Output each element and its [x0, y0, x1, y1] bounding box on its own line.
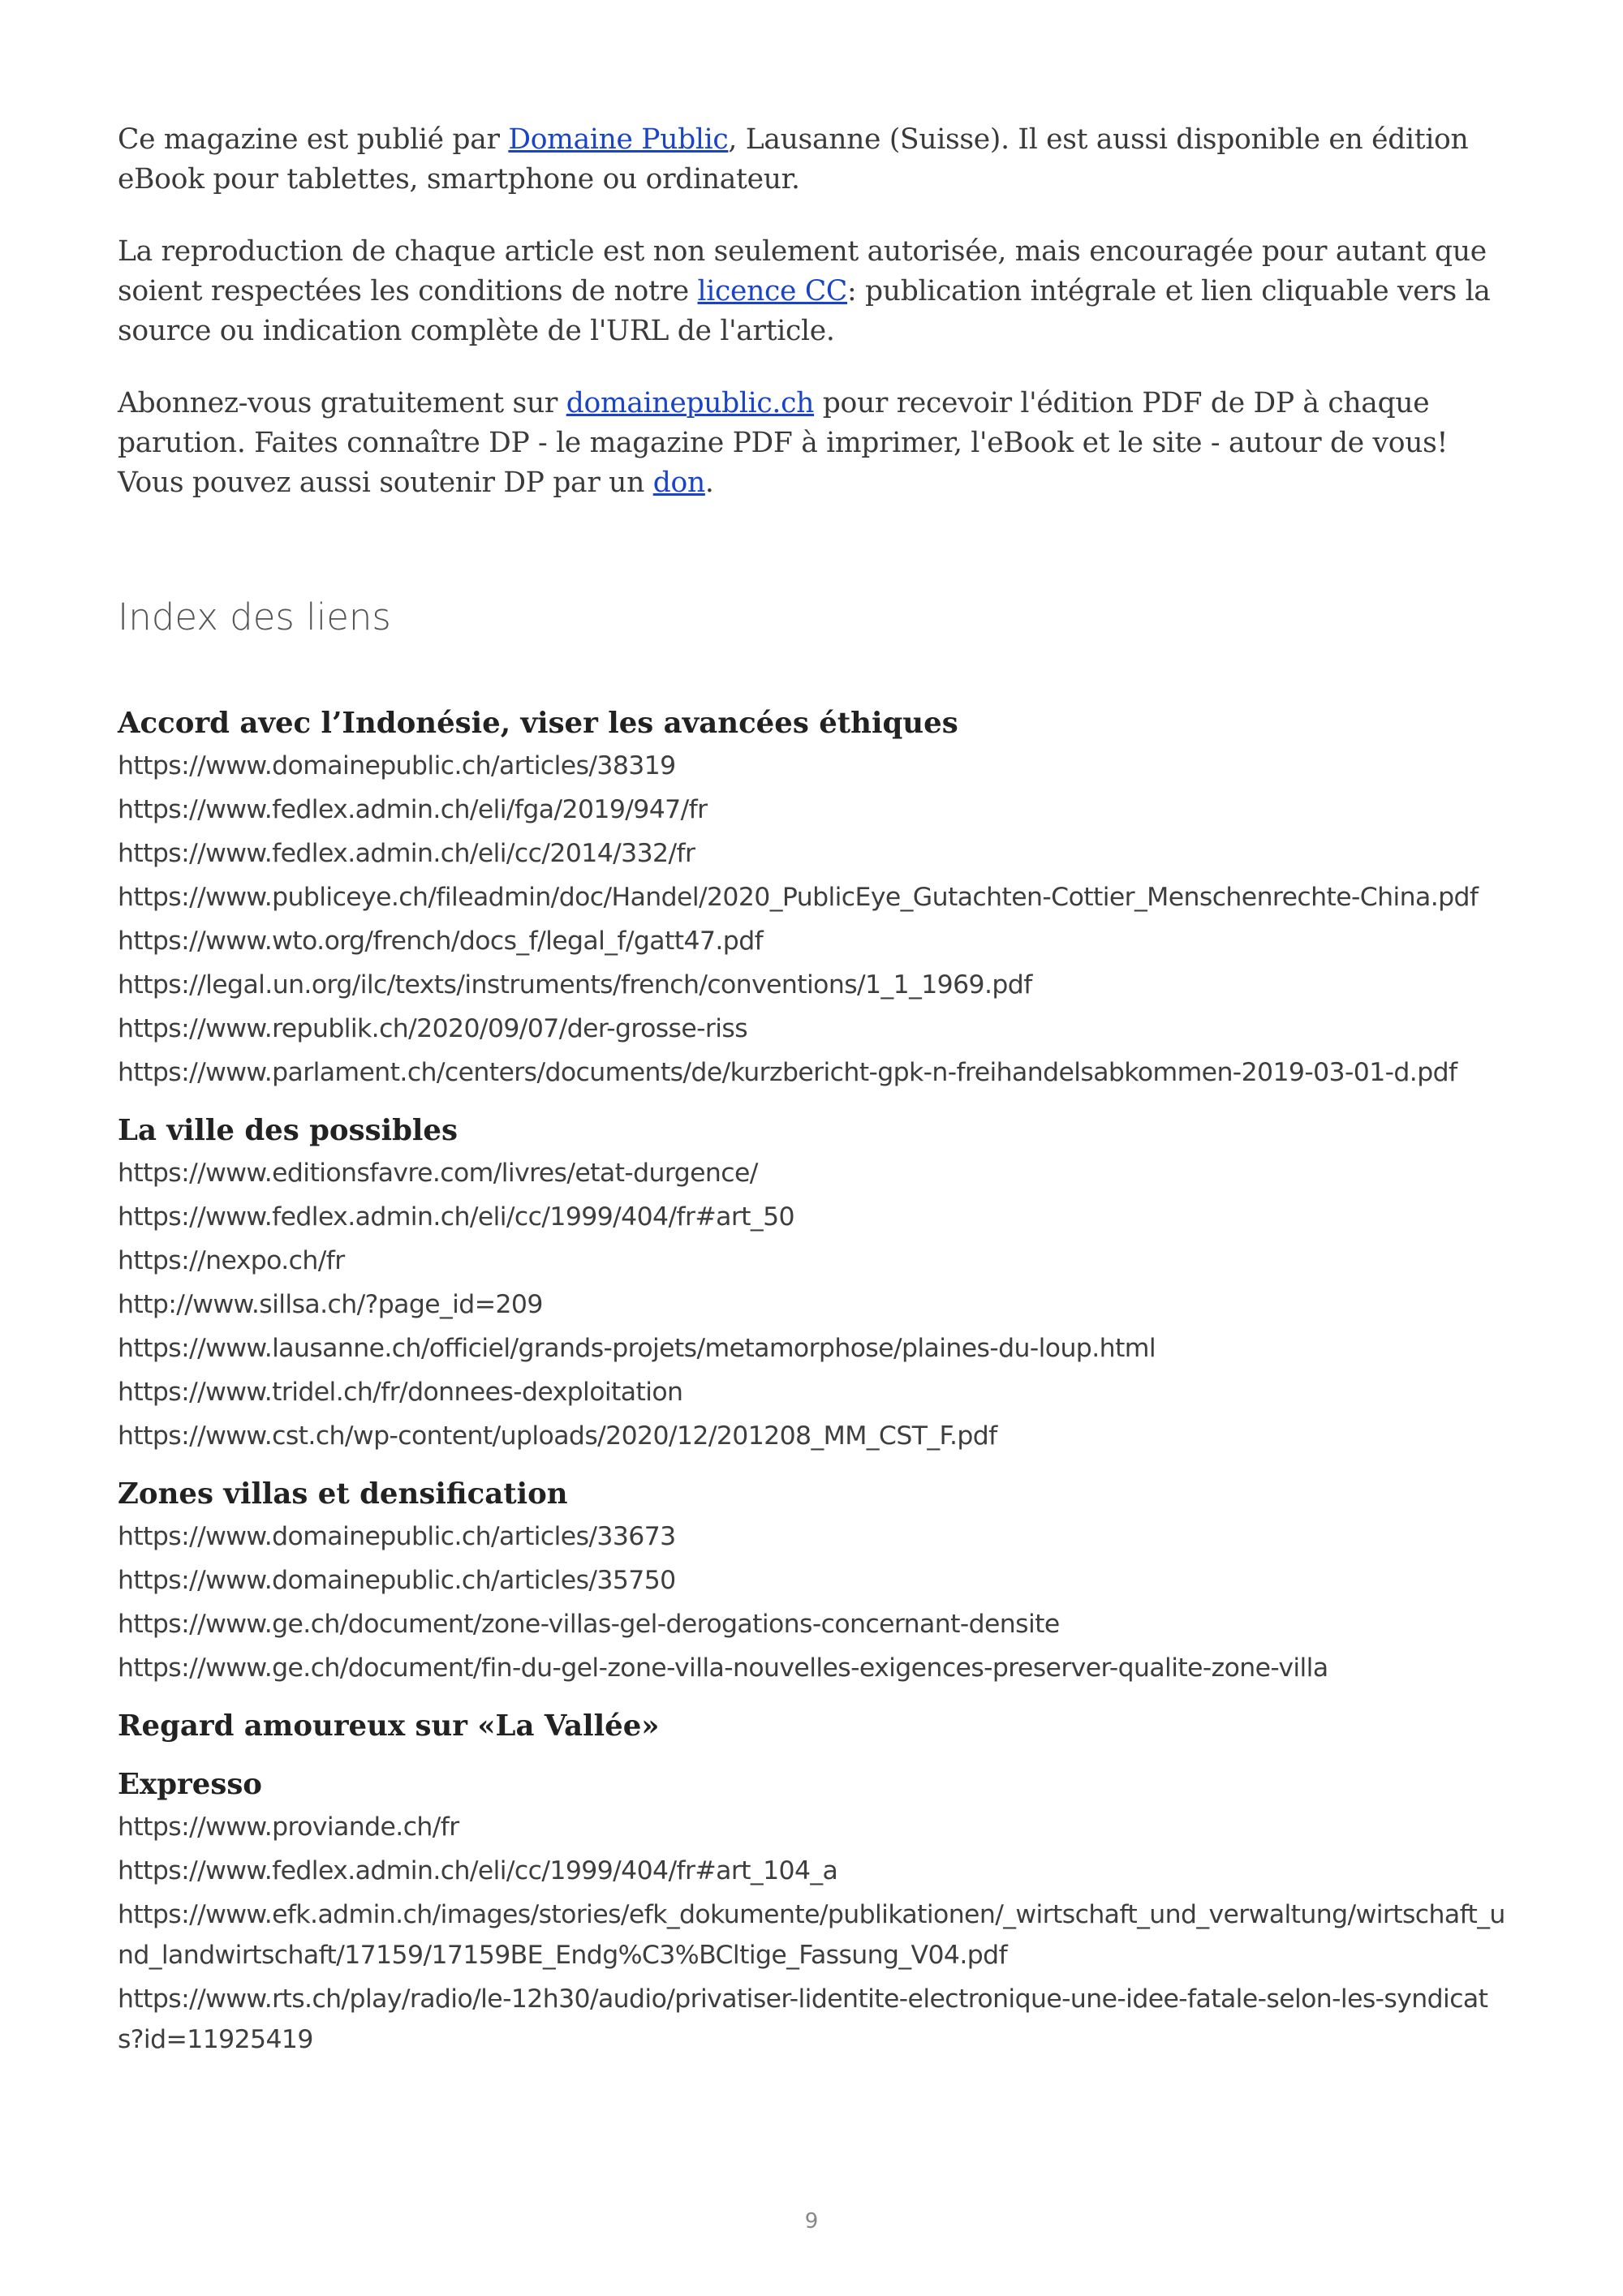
index-title: Index des liens [118, 595, 391, 638]
url-link[interactable]: https://www.lausanne.ch/officiel/grands-projets/metamorphose/plaines-du-loup.html [118, 1334, 1156, 1363]
intro-paragraph-subscribe [118, 384, 1509, 503]
url-link[interactable]: https://www.domainepublic.ch/articles/33673 [118, 1522, 676, 1551]
intro-text: : publication intégrale et lien cliquable vers la source ou indication complète de l'URL de l'article. [118, 275, 1491, 347]
link-list [118, 746, 1509, 1093]
index-section [118, 1474, 1509, 1688]
url-link[interactable]: https://www.ge.ch/document/fin-du-gel-zone-villa-nouvelles-exigences-preserver-qualite-zone-villa [118, 1653, 1328, 1683]
intro-block [118, 120, 1509, 503]
donation-link[interactable]: don [652, 467, 705, 499]
section-title: Zones villas et densification [118, 1477, 568, 1511]
intro-text: . [704, 467, 714, 499]
url-link[interactable]: http://www.sillsa.ch/?page_id=209 [118, 1290, 543, 1319]
index-section [118, 1765, 1509, 2060]
index-section [118, 1111, 1509, 1456]
url-link[interactable]: https://legal.un.org/ilc/texts/instruments/french/conventions/1_1_1969.pdf [118, 970, 1032, 1000]
url-link[interactable]: https://www.publiceye.ch/fileadmin/doc/Handel/2020_PublicEye_Gutachten-Cottier_Menschenrechte-China.pdf [118, 883, 1479, 912]
link-index [118, 703, 1509, 2060]
intro-paragraph-license [118, 232, 1509, 351]
link-list [118, 1516, 1509, 1688]
url-link[interactable]: https://nexpo.ch/fr [118, 1246, 345, 1275]
url-link[interactable]: https://www.editionsfavre.com/livres/etat-durgence/ [118, 1159, 758, 1188]
index-section [118, 1706, 1509, 1747]
intro-text: La reproduction de chaque article est non seulement autorisée, mais encouragée pour autant que soient respectées les conditions de notre [118, 235, 1487, 307]
url-link[interactable]: https://www.ge.ch/document/zone-villas-gel-derogations-concernant-densite [118, 1610, 1060, 1639]
section-title: Regard amoureux sur «La Vallée» [118, 1709, 660, 1743]
url-link[interactable]: https://www.domainepublic.ch/articles/38319 [118, 751, 676, 780]
link-list [118, 1153, 1509, 1456]
index-section [118, 703, 1509, 1093]
page-number: 9 [804, 2209, 819, 2234]
url-link[interactable]: https://www.wto.org/french/docs_f/legal_f/gatt47.pdf [118, 927, 764, 956]
url-link[interactable]: https://www.fedlex.admin.ch/eli/fga/2019/947/fr [118, 795, 708, 824]
link-list [118, 1807, 1509, 2060]
intro-text: pour recevoir l'édition PDF de DP à chaque parution. Faites connaître DP - le magazine PDF à imprimer, l'eBook et le site - autour de vous! Vous pouvez aussi soutenir DP par un [118, 387, 1449, 499]
url-link[interactable]: https://www.fedlex.admin.ch/eli/cc/2014/332/fr [118, 839, 695, 868]
section-title: Expresso [118, 1768, 262, 1801]
intro-text: , Lausanne (Suisse). Il est aussi disponible en édition eBook pour tablettes, smartphone ou ordinateur. [118, 123, 1469, 196]
licence-cc-link[interactable]: licence CC [697, 275, 848, 307]
intro-paragraph-publisher [118, 120, 1509, 200]
url-link[interactable]: https://www.proviande.ch/fr [118, 1812, 459, 1842]
url-link[interactable]: https://www.domainepublic.ch/articles/35750 [118, 1566, 676, 1595]
intro-text: Ce magazine est publié par [118, 123, 509, 156]
url-link[interactable]: https://www.rts.ch/play/radio/le-12h30/audio/privatiser-lidentite-electronique-une-idee-fatale-selon-les-syndicats?id=11925419 [118, 1984, 1488, 2054]
intro-text: Abonnez-vous gratuitement sur [118, 387, 566, 419]
url-link[interactable]: https://www.efk.admin.ch/images/stories/efk_dokumente/publikationen/_wirtschaft_und_verwaltung/wirtschaft_und_landwirtschaft/17159/17159BE_Endg%C3%BCltige_Fassung_V04.pdf [118, 1900, 1505, 1970]
domaine-public-link[interactable]: Domaine Public [508, 123, 729, 156]
url-link[interactable]: https://www.cst.ch/wp-content/uploads/2020/12/201208_MM_CST_F.pdf [118, 1421, 997, 1451]
url-link[interactable]: https://www.republik.ch/2020/09/07/der-grosse-riss [118, 1014, 748, 1043]
section-title: Accord avec l’Indonésie, viser les avancées éthiques [118, 707, 958, 740]
section-title: La ville des possibles [118, 1114, 458, 1147]
url-link[interactable]: https://www.tridel.ch/fr/donnees-dexploitation [118, 1378, 683, 1407]
url-link[interactable]: https://www.fedlex.admin.ch/eli/cc/1999/404/fr#art_104_a [118, 1856, 838, 1885]
url-link[interactable]: https://www.parlament.ch/centers/documents/de/kurzbericht-gpk-n-freihandelsabkommen-2019-03-01-d.pdf [118, 1058, 1457, 1087]
domainepublic-site-link[interactable]: domainepublic.ch [566, 387, 815, 419]
url-link[interactable]: https://www.fedlex.admin.ch/eli/cc/1999/404/fr#art_50 [118, 1202, 794, 1232]
